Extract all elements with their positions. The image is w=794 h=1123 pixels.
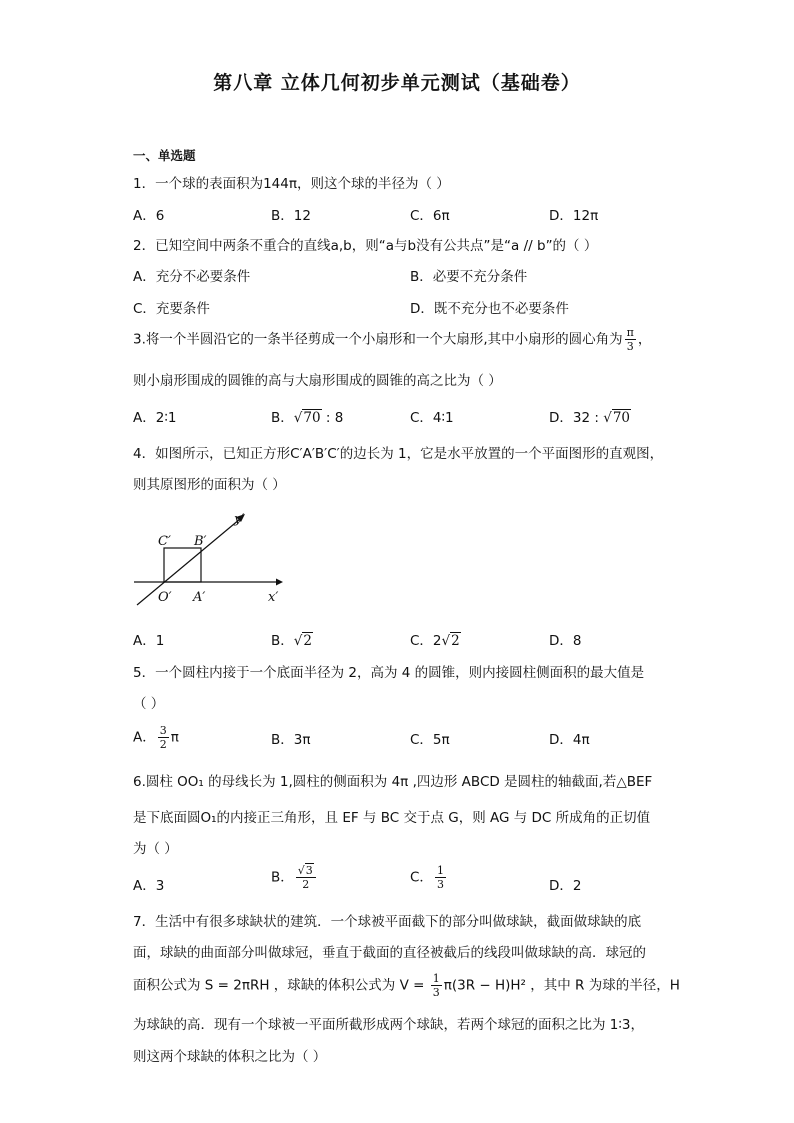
q6-b-fraction xyxy=(296,864,316,891)
q4-option-b xyxy=(271,629,313,649)
q3-d-radicand: 70 xyxy=(612,410,631,426)
q5-a-num: 3 xyxy=(159,724,167,737)
q3-fraction xyxy=(625,326,636,353)
q7-line-3-prefix: 面积公式为 S = 2πRH ，球缺的体积公式为 V = xyxy=(133,977,429,994)
q4-b-radicand: 2 xyxy=(303,633,312,649)
question-7-line-3 xyxy=(133,972,680,999)
q2-option-b: B．必要不充分条件 xyxy=(410,269,528,285)
label-b: B′ xyxy=(194,534,207,549)
q3-b-suffix: : 8 xyxy=(321,410,344,426)
q7-line-3-suffix: π(3R − H)H² ，其中 R 为球的半径，H xyxy=(443,977,680,994)
q3-d-prefix: D．32 : xyxy=(549,410,604,426)
label-o: O′ xyxy=(158,590,172,605)
question-6-line-2: 是下底面圆O₁的内接正三角形，且 EF 与 BC 交于点 G，则 AG 与 DC 所成角的正切值 xyxy=(133,810,651,826)
question-7-line-2: 面，球缺的曲面部分叫做球冠，垂直于截面的直径被截后的线段叫做球缺的高．球冠的 xyxy=(133,945,646,961)
q7-frac-den: 3 xyxy=(432,986,440,999)
q7-frac-num: 1 xyxy=(432,972,440,985)
question-7-line-4: 为球缺的高．现有一个球被一平面所截形成两个球缺，若两个球冠的面积之比为 1∶3， xyxy=(133,1017,644,1033)
q5-option-a xyxy=(133,724,179,751)
q6-c-den: 3 xyxy=(436,878,444,891)
question-4-line-1: 4．如图所示，已知正方形C′A′B′C′的边长为 1，它是水平放置的一个平面图形的直观图， xyxy=(133,446,664,462)
q7-fraction xyxy=(431,972,442,999)
question-7-line-1: 7．生活中有很多球缺状的建筑．一个球被平面截下的部分叫做球缺，截面做球缺的底 xyxy=(133,914,642,930)
q6-option-b xyxy=(271,864,318,891)
q5-option-c: C．5π xyxy=(410,732,450,748)
q4-option-c xyxy=(410,629,461,649)
question-3-line-1 xyxy=(133,326,651,353)
q4-option-a: A．1 xyxy=(133,633,165,649)
q1-option-a: A．6 xyxy=(133,208,165,224)
q3-line-1-text: 3.将一个半圆沿它的一条半径剪成一个小扇形和一个大扇形,其中小扇形的圆心角为 xyxy=(133,331,623,348)
q6-b-prefix: B． xyxy=(271,869,294,886)
q5-a-fraction xyxy=(158,724,169,751)
q3-b-radicand: 70 xyxy=(303,410,321,426)
label-x: x′ xyxy=(268,590,279,605)
q6-b-sqrt: √3 xyxy=(297,864,313,877)
square-c-a-b-c xyxy=(164,548,201,582)
question-6-line-3: 为（ ） xyxy=(133,841,178,857)
q6-b-num xyxy=(296,864,316,878)
q6-c-prefix: C． xyxy=(410,869,433,886)
label-a: A′ xyxy=(193,590,206,605)
question-7-line-5: 则这两个球缺的体积之比为（ ） xyxy=(133,1049,327,1065)
q5-a-suffix: π xyxy=(170,729,179,746)
q2-option-d: D．既不充分也不必要条件 xyxy=(410,301,569,317)
q6-b-den: 2 xyxy=(302,878,310,891)
q1-option-b: B．12 xyxy=(271,208,311,224)
q3-frac-num: π xyxy=(626,326,634,339)
q3-b-sqrt: √70 xyxy=(293,410,321,426)
q5-a-prefix: A． xyxy=(133,729,156,746)
question-4-line-2: 则其原图形的面积为（ ） xyxy=(133,477,286,493)
q6-c-fraction xyxy=(435,864,446,891)
question-3-line-2: 则小扇形围成的圆锥的高与大扇形围成的圆锥的高之比为（ ） xyxy=(133,373,502,389)
question-2-text: 2．已知空间中两条不重合的直线a,b，则“a与b没有公共点”是“a // b”的（ ） xyxy=(133,238,598,254)
q6-option-d: D．2 xyxy=(549,878,582,894)
question-5-line-1: 5．一个圆柱内接于一个底面半径为 2，高为 4 的圆锥，则内接圆柱侧面积的最大值是 xyxy=(133,665,645,681)
y-axis-line xyxy=(137,519,240,605)
q4-c-prefix: C．2 xyxy=(410,633,442,649)
q4-figure xyxy=(130,505,290,610)
q5-option-b: B．3π xyxy=(271,732,311,748)
q4-c-radicand: 2 xyxy=(451,633,460,649)
q3-option-a: A．2∶1 xyxy=(133,410,177,426)
q4-option-d: D．8 xyxy=(549,633,582,649)
x-axis-arrow xyxy=(276,579,283,586)
q4-c-sqrt: √2 xyxy=(441,633,460,649)
q3-option-d xyxy=(549,406,631,426)
q1-option-d: D．12π xyxy=(549,208,599,224)
question-6-line-1: 6.圆柱 OO₁ 的母线长为 1,圆柱的侧面积为 4π ,四边形 ABCD 是圆柱的轴截面,若△BEF xyxy=(133,774,653,790)
q2-option-c: C．充要条件 xyxy=(133,301,210,317)
q5-a-den: 2 xyxy=(159,738,167,751)
page-title: 第八章 立体几何初步单元测试（基础卷） xyxy=(213,72,581,94)
label-y: y′ xyxy=(234,512,245,527)
q6-option-c xyxy=(410,864,448,891)
question-5-line-2: （ ） xyxy=(133,696,165,712)
q5-option-d: D．4π xyxy=(549,732,590,748)
q2-option-a: A．充分不必要条件 xyxy=(133,269,251,285)
label-c: C′ xyxy=(158,534,171,549)
section-heading: 一、单选题 xyxy=(133,148,196,163)
q6-b-radicand: 3 xyxy=(305,864,313,877)
q6-c-num: 1 xyxy=(436,864,444,877)
q4-b-prefix: B． xyxy=(271,633,294,649)
q3-line-1-end: ， xyxy=(637,331,652,348)
q3-frac-den: 3 xyxy=(626,340,634,353)
q3-d-sqrt: √70 xyxy=(603,410,631,426)
question-1-text: 1．一个球的表面积为144π，则这个球的半径为（ ） xyxy=(133,176,450,192)
q3-b-prefix: B． xyxy=(271,410,294,426)
q3-option-b xyxy=(271,406,343,426)
q6-option-a: A．3 xyxy=(133,878,165,894)
q3-option-c: C．4∶1 xyxy=(410,410,454,426)
q4-b-sqrt: √2 xyxy=(293,633,312,649)
q1-option-c: C．6π xyxy=(410,208,450,224)
